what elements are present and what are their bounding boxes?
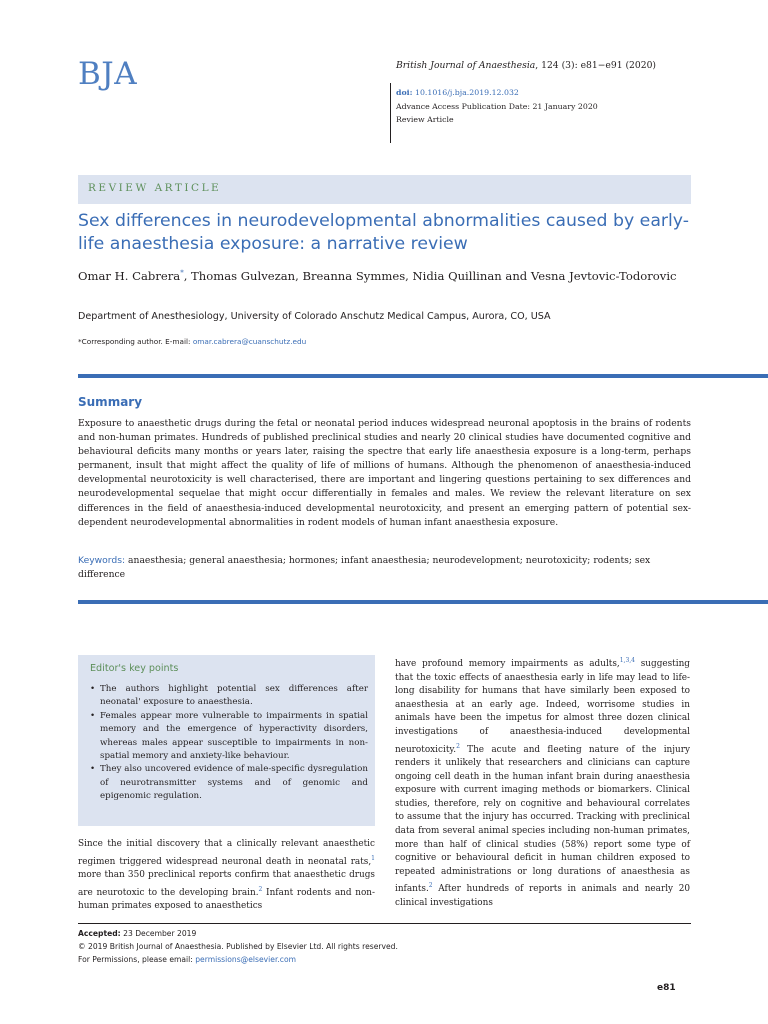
body-text: more than 350 preclinical reports confirm that anaesthetic drugs are neurotoxic to the developing brain.	[78, 870, 375, 898]
key-points-title: Editor's key points	[90, 663, 179, 674]
key-point-item: • They also uncovered evidence of male-specific dysregulation of neurotransmitter systems and of genomic and epigenomic regulation.	[88, 763, 368, 803]
summary-text: Exposure to anaesthetic drugs during the fetal or neonatal period induces widespread neuronal apoptosis in the brains of rodents and non-human primates. Hundreds of published preclinical studies and nearly 20 clinical studies have documented cognitive and behavioural deficits many months or years later, raising the spectre that early life anaesthesia exposure is a long-term, perhaps permanent, insult that might affect the quality of life of millions of humans. Although the phenomenon of anaesthesia-induced developmental neurotoxicity is well characterised, there are important and lingering questions pertaining to sex differences and neurodevelopmental sequelae that might occur differentially in females and males. We review the relevant literature on sex differences in the field of anaesthesia-induced developmental neurotoxicity, and present an emerging pattern of potential sex-dependent neurodevelopmental abnormalities in rodent models of human infant anaesthesia exposure.	[78, 418, 691, 528]
journal-volume: , 124 (3): e81−e91 (2020)	[535, 60, 657, 71]
keywords	[78, 554, 691, 582]
review-article-banner	[78, 175, 691, 204]
keywords-label: Keywords:	[78, 555, 126, 566]
page-number: e81	[657, 983, 676, 993]
citation-ref[interactable]: 2	[258, 885, 263, 893]
corresponding-mark[interactable]: *	[180, 269, 184, 277]
footer-divider	[78, 923, 691, 924]
keywords-list: anaesthesia; general anaesthesia; hormones; infant anaesthesia; neurodevelopment; neurotoxicity; rodents; sex difference	[78, 555, 651, 581]
doi-link[interactable]: 10.1016/j.bja.2019.12.032	[412, 88, 519, 97]
citation-ref[interactable]: 2	[456, 742, 460, 750]
accepted-line	[78, 927, 398, 940]
affiliation: Department of Anesthesiology, University of Colorado Anschutz Medical Campus, Aurora, CO, USA	[78, 311, 551, 322]
summary-bottom-rule	[78, 600, 768, 604]
citation-ref[interactable]: 2	[428, 882, 433, 890]
article-meta	[396, 86, 598, 127]
header-divider	[390, 83, 391, 143]
key-points-list	[88, 683, 368, 804]
author-list	[78, 263, 698, 287]
body-text: Since the initial discovery that a clinically relevant anaesthetic regimen triggered widespread neuronal death in neonatal rats,	[78, 839, 375, 867]
advance-access-date: Advance Access Publication Date: 21 January 2020	[396, 101, 598, 111]
summary-heading: Summary	[78, 395, 143, 409]
corresponding-email[interactable]: omar.cabrera@cuanschutz.edu	[192, 337, 307, 346]
accepted-date: 23 December 2019	[120, 929, 197, 938]
doi-line	[396, 86, 598, 100]
body-text: Infant rodents and non-human primates exposed to anaesthetics	[78, 887, 376, 912]
authors-rest: , Thomas Gulvezan, Breanna Symmes, Nidia Quillinan and Vesna Jevtovic-Todorovic	[183, 268, 677, 283]
body-column-left	[78, 838, 375, 914]
body-text: After hundreds of reports in animals and nearly 20 clinical investigations	[395, 884, 690, 908]
journal-citation	[396, 60, 656, 71]
author-first: Omar H. Cabrera	[78, 268, 181, 283]
citation-ref[interactable]: 1	[371, 854, 375, 862]
permissions-email[interactable]: permissions@elsevier.com	[195, 955, 296, 964]
copyright-notice: © 2019 British Journal of Anaesthesia. Published by Elsevier Ltd. All rights reserved.	[78, 942, 398, 951]
article-title: Sex differences in neurodevelopmental abnormalities caused by early-life anaesthesia exposure: a narrative review	[78, 211, 689, 254]
key-points-box	[78, 655, 375, 826]
key-point-item: • Females appear more vulnerable to impairments in spatial memory and the emergence of hyperactivity disorders, whereas males appear susceptible to impairments in non-spatial memory and anxiety-like behaviour.	[88, 710, 368, 764]
body-text: The acute and fleeting nature of the injury renders it unlikely that researchers and clinicians can capture ongoing cell death in the human infant brain during anaesthesia exposure with current imaging methods or biomarkers. Clinical studies, therefore, rely on cognitive and behavioural correlates to assume that the injury has occurred. Tracking with preclinical data from several animal species including non-human primates, more than half of clinical studies (58%) report some type of cognitive or behavioural deficit in human children exposed to repeated administrations or long durations of anaesthesia as infants.	[395, 744, 690, 895]
corresponding-label: *Corresponding author. E-mail:	[78, 337, 193, 346]
citation-ref[interactable]: 1,3,4	[619, 657, 636, 664]
permissions-label: For Permissions, please email:	[78, 955, 196, 964]
body-column-right	[395, 654, 690, 911]
journal-name: British Journal of Anaesthesia	[396, 60, 536, 71]
summary-top-rule	[78, 374, 768, 378]
permissions-line	[78, 953, 398, 966]
key-point-item: • The authors highlight potential sex differences after neonatal' exposure to anaesthesia.	[88, 683, 368, 710]
doi-label: doi:	[396, 88, 413, 97]
banner-label: REVIEW ARTICLE	[88, 182, 222, 194]
body-text: suggesting that the toxic effects of anaesthesia early in life may lead to life-long disability for humans that have similarly been exposed to anaesthesia at an early age. Indeed, worrisome studies in animals have been the impetus for almost three dozen clinical investigations of anaesthesia-induced developmental neurotoxicity.	[395, 658, 690, 755]
article-type: Review Article	[396, 115, 454, 124]
body-text: have profound memory impairments as adults,	[395, 658, 620, 669]
accepted-label: Accepted:	[78, 929, 121, 938]
article-footer	[78, 927, 398, 966]
corresponding-author	[78, 337, 306, 346]
journal-logo: BJA	[78, 56, 138, 92]
